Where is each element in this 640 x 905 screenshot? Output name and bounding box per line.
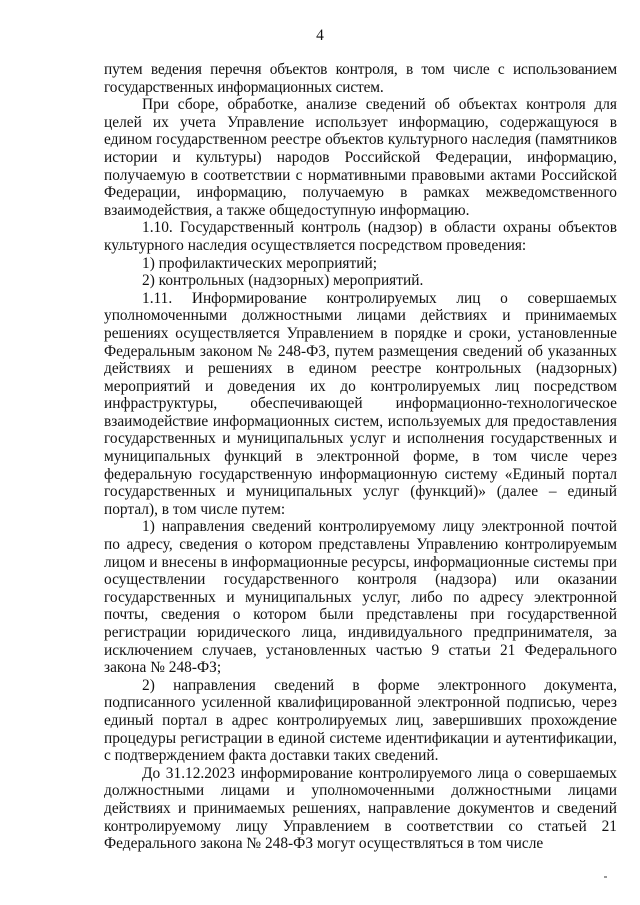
paragraph-1-11: 1.11. Информирование контролируемых лиц о совершаемых уполномоченными должностными лицами действиях и принимаемых решениях осуществляется Управлением в порядке и сроки, установленные Федеральным законом № 248-ФЗ, путем размещения сведений об указанных действиях и решениях в едином реестре контрольных (надзорных) мероприятий и доведения их до контролируемых лиц посредством инфраструктуры, обеспечивающей информационно-технологическое взаимодействие информационных систем, используемых для предоставления государственных и муниципальных услуг и исполнения государственных и муниципальных функций в электронной форме, в том числе через федеральную государственную информационную систему «Единый портал государственных и муниципальных услуг (функций)» (далее – единый портал), в том числе путем: xyxy=(104,289,617,518)
list-item-portal: 2) направления сведений в форме электронного документа, подписанного усиленной квалифицированной электронной подписью, через единый портал в адрес контролируемых лиц, завершивших прохождение процедуры регистрации в единой системе идентификации и аутентификации, с подтверждением факта доставки таких сведений. xyxy=(104,676,617,765)
paragraph-data-collection: При сборе, обработке, анализе сведений об объектах контроля для целей их учета Управление использует информацию, содержащуюся в едином государственном реестре объектов культурного наследия (памятников истории и культуры) народов Российской Федерации, информацию, получаемую в соответствии с нормативными правовыми актами Российской Федерации, информацию, получаемую в рамках межведомственного взаимодействия, а также общедоступную информацию. xyxy=(104,96,617,219)
scan-artifact xyxy=(604,876,607,878)
list-item-control: 2) контрольных (надзорных) мероприятий. xyxy=(142,272,424,290)
document-body xyxy=(104,61,617,853)
paragraph-1-10: 1.10. Государственный контроль (надзор) в области охраны объектов культурного наследия осуществляется посредством проведения: xyxy=(104,219,617,254)
paragraph-continuation: путем ведения перечня объектов контроля, в том числе с использованием государственных информационных систем. xyxy=(104,61,617,96)
paragraph-until-2023: До 31.12.2023 информирование контролируемого лица о совершаемых должностными лицами и уполномоченными должностными лицами действиях и принимаемых решениях, направление документов и сведений контролируемому лицу Управлением в соответствии со статьей 21 Федерального закона № 248-ФЗ могут осуществляться в том числе xyxy=(104,764,617,853)
page-number: 4 xyxy=(316,27,324,44)
list-item-preventive: 1) профилактических мероприятий; xyxy=(142,254,377,272)
list-item-email: 1) направления сведений контролируемому лицу электронной почтой по адресу, сведения о котором представлены Управлению контролируемым лицом и внесены в информационные ресурсы, информационные системы при осуществлении государственного контроля (надзора) или оказании государственных и муниципальных услуг, либо по адресу электронной почты, сведения о котором были представлены при государственной регистрации юридического лица, индивидуального предпринимателя, за исключением случаев, установленных частью 9 статьи 21 Федерального закона № 248-ФЗ; xyxy=(104,518,617,677)
